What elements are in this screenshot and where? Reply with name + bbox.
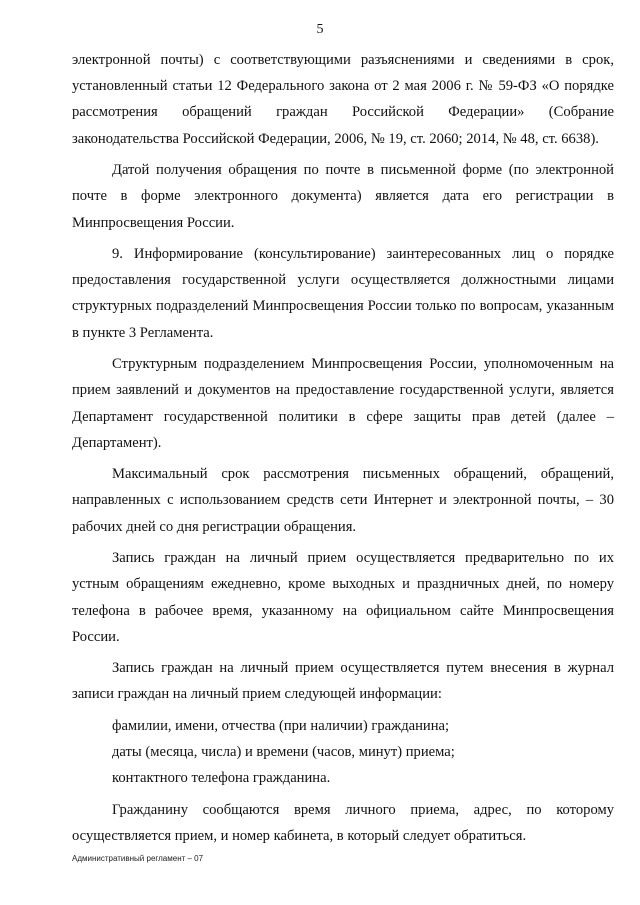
paragraph-notification: Гражданину сообщаются время личного приема, адрес, по которому осуществляется прием, и номер кабинета, в который следует обратиться. <box>72 801 614 845</box>
paragraph-journal: Запись граждан на личный прием осуществляется путем внесения в журнал записи граждан на личный прием следующей информации: <box>72 660 614 703</box>
paragraph-item-9: 9. Информирование (консультирование) заинтересованных лиц о порядке предоставления государственной услуги осуществляется должностными лицами структурных подразделений Минпросвещения России только по вопросам, указанным в пункте 3 Регламента. <box>72 246 614 341</box>
paragraph-max-term: Максимальный срок рассмотрения письменных обращений, обращений, направленных с использованием средств сети Интернет и электронной почты, – 30 рабочих дней со дня регистрации обращения. <box>72 466 614 535</box>
document-body <box>72 47 614 855</box>
list-item-date: даты (месяца, числа) и времени (часов, минут) приема; <box>112 744 455 761</box>
list-item-phone: контактного телефона гражданина. <box>112 770 331 787</box>
footer-label: Административный регламент – 07 <box>72 854 204 863</box>
paragraph-appointment: Запись граждан на личный прием осуществляется предварительно по их устным обращениям ежедневно, кроме выходных и праздничных дней, по номеру телефона в рабочее время, указанному на официальном сайте Минпросвещения России. <box>72 550 614 645</box>
paragraph-continuation: электронной почты) с соответствующими разъяснениями и сведениями в срок, установленный статьи 12 Федерального закона от 2 мая 2006 г. № 59-ФЗ «О порядке рассмотрения обращений граждан Российской Федерации» (Собрание законодательства Российской Федерации, 2006, № 19, ст. 2060; 2014, № 48, ст. 6638). <box>72 52 614 147</box>
list-item-name: фамилии, имени, отчества (при наличии) гражданина; <box>112 717 450 734</box>
page-number: 5 <box>316 22 324 37</box>
paragraph-department: Структурным подразделением Минпросвещения России, уполномоченным на прием заявлений и документов на предоставление государственной услуги, является Департамент государственной политики в сфере защиты прав детей (далее – Департамент). <box>72 356 614 451</box>
paragraph-receipt-date: Датой получения обращения по почте в письменной форме (по электронной почте в форме электронного документа) является дата его регистрации в Минпросвещения России. <box>72 162 614 231</box>
